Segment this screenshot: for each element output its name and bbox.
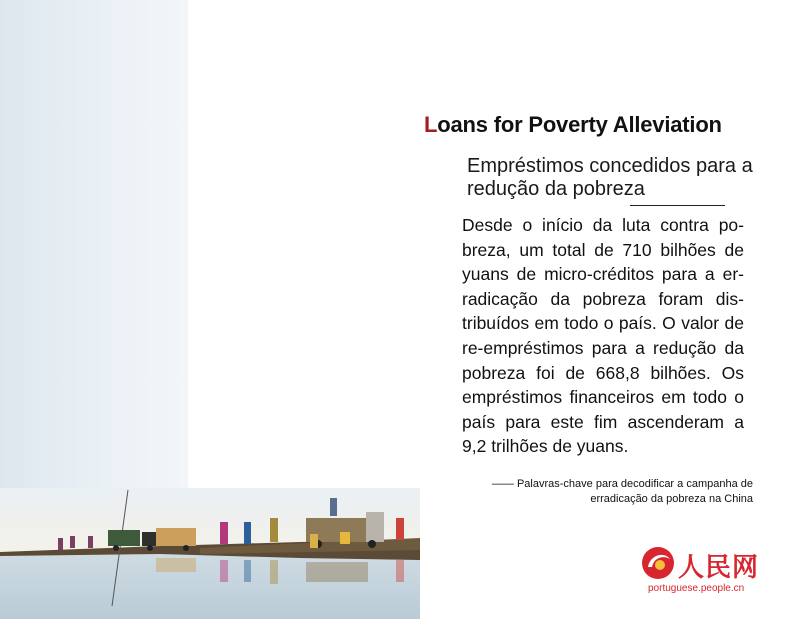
title-first-letter: L xyxy=(424,112,438,137)
subtitle: Empréstimos concedidos para a redução da pobreza xyxy=(467,155,753,200)
body-paragraph: Desde o início da luta contra pobreza, um total de 710 bilhões de yuans de micro-créditos para a erradicação da pobreza foram distribuídos em todo o país. O valor de re-empréstimos para a redução da pobreza foi de 668,8 bilhões. Os empréstimos financeiros em todo o país para este fim ascenderam a 9,2 trilhões de yuans. xyxy=(462,215,744,457)
logo-chinese-text: 人民网 xyxy=(678,553,760,583)
subtitle-divider xyxy=(630,205,725,206)
source-line-1: —— Palavras-chave para decodificar a campanha de xyxy=(491,478,753,490)
logo-url-text: portuguese.people.cn xyxy=(648,583,745,594)
title-rest: oans for Poverty Alleviation xyxy=(437,112,722,137)
page-title xyxy=(424,112,784,138)
source-line-2: erradicação da pobreza na China xyxy=(590,493,753,505)
source-citation xyxy=(440,477,753,507)
sky-background xyxy=(0,0,188,488)
people-daily-logo xyxy=(640,545,760,600)
tidal-flat-workers-photo xyxy=(0,488,420,619)
people-daily-swirl-icon xyxy=(640,545,676,581)
